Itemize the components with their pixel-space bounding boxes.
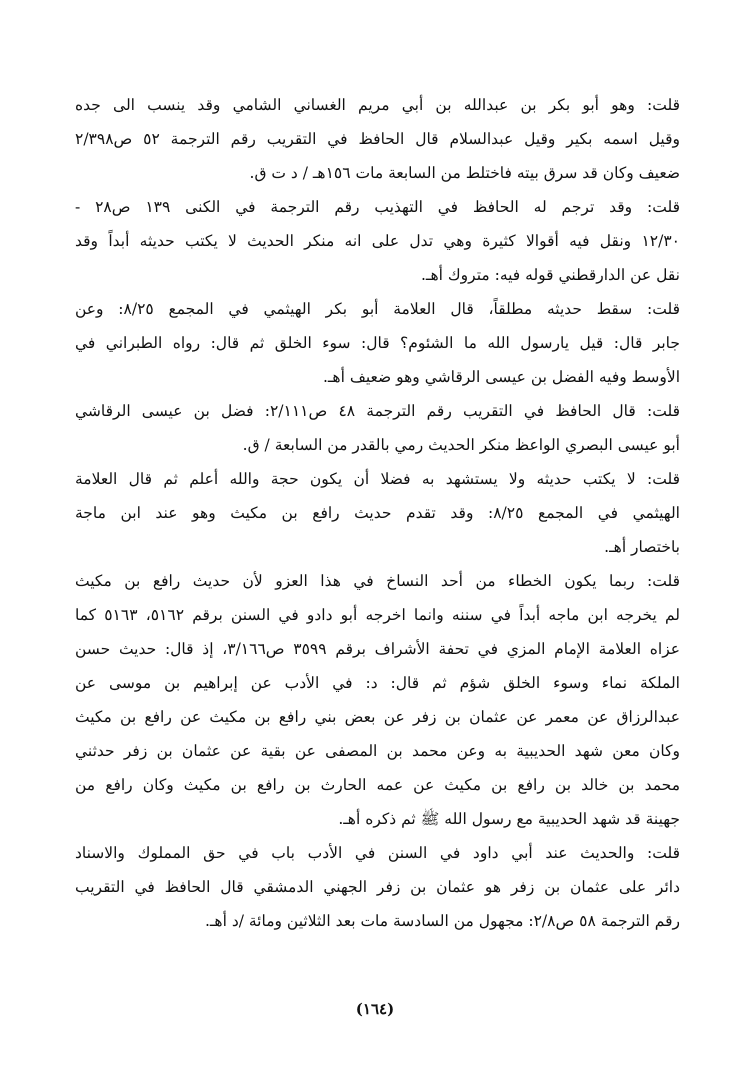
text-line: لم يخرجه ابن ماجه أبداً في سننه وانما اخرجه أبو دادو في السنن برقم ٥١٦٢، ٥١٦٣ كما bbox=[75, 606, 680, 624]
text-line: أبو عيسى البصري الواعظ منكر الحديث رمي بالقدر من السابعة / ق. bbox=[242, 436, 680, 454]
paragraph-7 bbox=[75, 836, 680, 938]
text-line: رقم الترجمة ٥٨ ص٢/٨: مجهول من السادسة مات بعد الثلاثين ومائة /د أهـ. bbox=[204, 912, 680, 930]
paragraph-2 bbox=[75, 190, 680, 292]
paragraph-4 bbox=[75, 394, 680, 462]
text-line: عزاه العلامة الإمام المزي في تحفة الأشراف برقم ٣٥٩٩ ص٣/١٦٦، إذ قال: حديث حسن bbox=[75, 640, 680, 658]
text-line: قلت: لا يكتب حديثه ولا يستشهد به فضلا أن يكون حجة والله أعلم ثم قال العلامة bbox=[75, 470, 680, 488]
text-line: باختصار أهـ. bbox=[604, 538, 680, 556]
text-line: الملكة نماء وسوء الخلق شؤم ثم قال: د: في الأدب عن إبراهيم بن موسى عن bbox=[75, 674, 680, 692]
paragraph-3 bbox=[75, 292, 680, 394]
text-line: جابر قال: قيل يارسول الله ما الشئوم؟ قال: سوء الخلق ثم قال: رواه الطبراني في bbox=[75, 334, 680, 352]
page-body bbox=[75, 88, 680, 938]
paragraph-5 bbox=[75, 462, 680, 564]
text-line: محمد بن خالد بن رافع بن مكيث عن عمه الحارث بن رافع بن مكيث وكان رافع من bbox=[75, 776, 680, 794]
paragraph-1 bbox=[75, 88, 680, 190]
text-line: قلت: ربما يكون الخطاء من أحد النساخ في هذا العزو لأن حديث رافع بن مكيث bbox=[75, 572, 680, 590]
text-line: ١٢/٣٠ ونقل فيه أقوالا كثيرة وهي تدل على انه منكر الحديث لا يكتب حديثه أبداً وقد bbox=[75, 232, 680, 250]
text-line: قلت: والحديث عند أبي داود في السنن في الأدب باب في حق المملوك والاسناد bbox=[75, 844, 680, 862]
text-line: دائر على عثمان بن زفر هو عثمان بن زفر الجهني الدمشقي قال الحافظ في التقريب bbox=[75, 878, 680, 896]
text-line: قلت: قال الحافظ في التقريب رقم الترجمة ٤٨ ص٢/١١١: فضل بن عيسى الرقاشي bbox=[75, 402, 680, 420]
text-line: وقيل اسمه بكير وقيل عبدالسلام قال الحافظ في التقريب رقم الترجمة ٥٢ ص٢/٣٩٨ bbox=[75, 130, 680, 148]
text-line: الهيثمي في المجمع ٨/٢٥: وقد تقدم حديث رافع بن مكيث وهو عند ابن ماجة bbox=[75, 504, 680, 522]
text-line: قلت: سقط حديثه مطلقاً، قال العلامة أبو بكر الهيثمي في المجمع ٨/٢٥: وعن bbox=[75, 300, 680, 318]
text-line: قلت: وقد ترجم له الحافظ في التهذيب رقم الترجمة في الكنى ١٣٩ ص٢٨ - bbox=[75, 198, 680, 216]
text-line: جهينة قد شهد الحديبية مع رسول الله ﷺ ثم ذكره أهـ. bbox=[338, 810, 680, 828]
paragraph-6 bbox=[75, 564, 680, 836]
text-line: الأوسط وفيه الفضل بن عيسى الرقاشي وهو ضعيف أهـ. bbox=[322, 368, 680, 386]
text-line: عبدالرزاق عن معمر عن عثمان بن زفر عن بعض بني رافع بن مكيث عن رافع بن مكيث bbox=[75, 708, 680, 726]
text-line: نقل عن الدارقطني قوله فيه: متروك أهـ. bbox=[421, 266, 680, 284]
page-number: (١٦٤) bbox=[355, 1000, 395, 1018]
text-line: ضعيف وكان قد سرق بيته فاختلط من السابعة مات ١٥٦هـ / د ت ق. bbox=[249, 164, 680, 182]
text-line: وكان معن شهد الحديبية به وعن محمد بن المصفى عن بقية عن عثمان بن زفر حدثني bbox=[75, 742, 680, 760]
text-line: قلت: وهو أبو بكر بن عبدالله بن أبي مريم الغساني الشامي وقد ينسب الى جده bbox=[75, 96, 680, 114]
